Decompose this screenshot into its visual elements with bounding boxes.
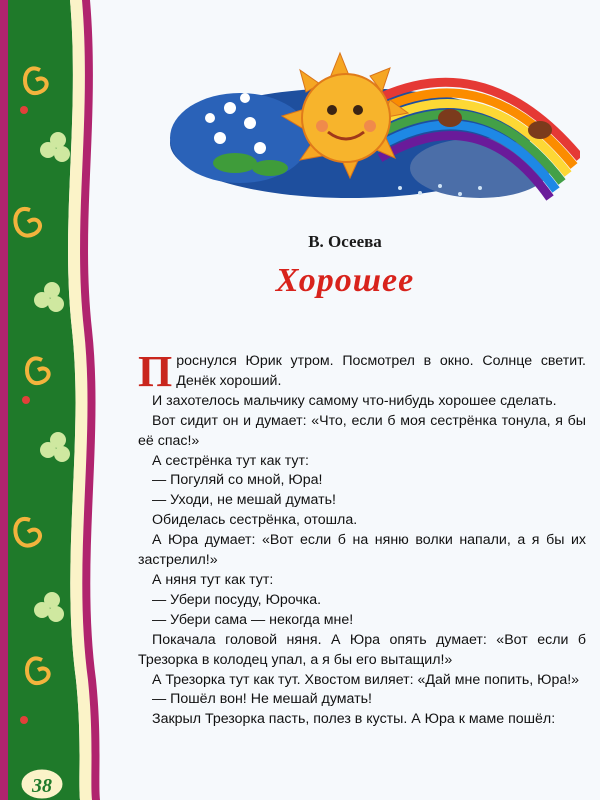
sun-rainbow-illustration bbox=[150, 48, 580, 208]
paragraph: И захотелось мальчику самому что-нибудь хорошее сделать. bbox=[152, 392, 557, 409]
paragraph: — Уходи, не мешай думать! bbox=[152, 492, 336, 509]
paragraph: Покачала головой няня. А Юра опять думает: «Вот если б Трезорка в колодец упал, а я бы его вытащил!» bbox=[138, 631, 586, 668]
drop-cap: П bbox=[138, 347, 173, 396]
page-number-badge bbox=[18, 762, 66, 800]
paragraph: — Убери сама — некогда мне! bbox=[152, 611, 354, 628]
paragraph-text: роснулся Юрик утром. Посмотрел в окно. Солнце светит. Денёк хороший. bbox=[176, 353, 586, 389]
paragraph: Вот сидит он и думает: «Что, если б моя сестрёнка тонула, я бы её спас!» bbox=[138, 412, 586, 449]
paragraph: А няня тут как тут: bbox=[152, 571, 274, 588]
paragraph: А сестрёнка тут как тут: bbox=[152, 452, 309, 469]
paragraph: А Юра думает: «Вот если б на няню волки напали, а я бы их застрелил!» bbox=[138, 532, 586, 569]
paragraph bbox=[138, 347, 586, 396]
floral-border bbox=[0, 0, 124, 800]
paragraph: — Пошёл вон! Не мешай думать! bbox=[152, 691, 372, 708]
paragraph: — Убери посуду, Юрочка. bbox=[152, 591, 322, 608]
page-number: 38 bbox=[32, 775, 52, 797]
paragraph: А Трезорка тут как тут. Хвостом виляет: «Дай мне попить, Юра!» bbox=[152, 671, 580, 688]
paragraph: — Погуляй со мной, Юра! bbox=[152, 472, 323, 489]
story-text bbox=[138, 347, 586, 730]
story-title: Хорошее bbox=[275, 262, 415, 299]
author-name: В. Осеева bbox=[308, 232, 382, 251]
paragraph: Закрыл Трезорка пасть, полез в кусты. А Юра к маме пошёл: bbox=[152, 711, 556, 728]
paragraph: Обиделась сестрёнка, отошла. bbox=[152, 512, 358, 529]
